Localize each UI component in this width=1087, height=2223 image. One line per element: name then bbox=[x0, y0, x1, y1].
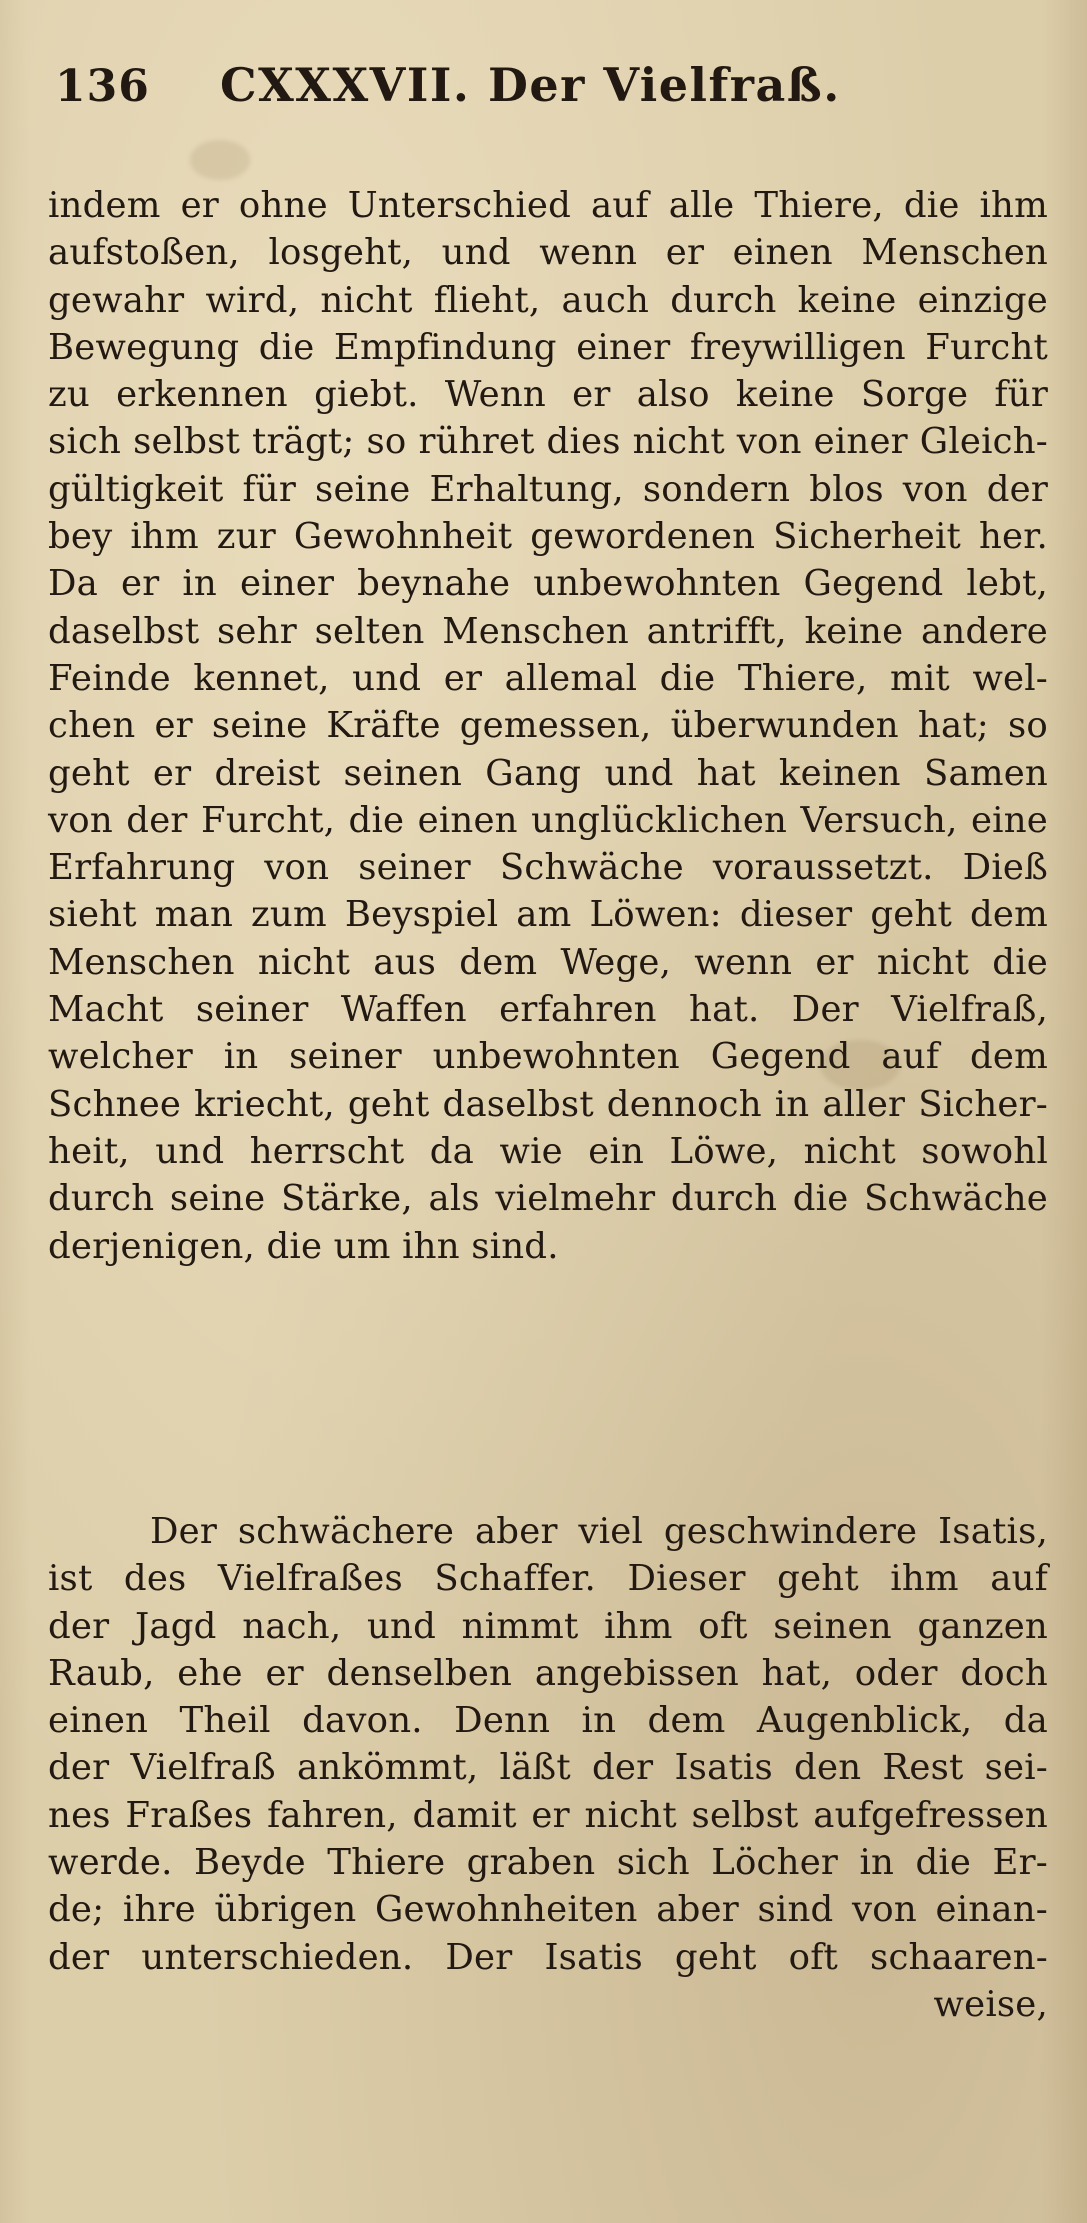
text-line: Menschen nicht aus dem Wege, wenn er nicht die bbox=[48, 941, 1048, 983]
text-line: geht er dreist seinen Gang und hat keinen Samen bbox=[48, 752, 1048, 794]
text-line: nes Fraßes fahren, damit er nicht selbst aufgefressen bbox=[48, 1794, 1048, 1836]
text-line: Feinde kennet, und er allemal die Thiere, mit wel- bbox=[48, 657, 1048, 699]
text-line: sich selbst trägt; so rühret dies nicht von einer Gleich- bbox=[48, 421, 1048, 463]
text-line: indem er ohne Unterschied auf alle Thiere, die ihm bbox=[48, 185, 1048, 226]
text-line: einen Theil davon. Denn in dem Augenblick, da bbox=[48, 1700, 1048, 1742]
text-line: de; ihre übrigen Gewohnheiten aber sind von einan- bbox=[48, 1889, 1048, 1931]
text-line: von der Furcht, die einen unglücklichen Versuch, eine bbox=[48, 799, 1048, 841]
text-line: durch seine Stärke, als vielmehr durch die Schwäche bbox=[48, 1178, 1048, 1220]
page-header bbox=[55, 58, 1027, 128]
text-line: gültigkeit für seine Erhaltung, sondern blos von der bbox=[48, 468, 1048, 510]
text-line: heit, und herrscht da wie ein Löwe, nicht sowohl bbox=[48, 1130, 1048, 1172]
text-line: Da er in einer beynahe unbewohnten Gegend lebt, bbox=[48, 563, 1048, 605]
text-line: derjenigen, die um ihn sind. bbox=[48, 1225, 559, 1267]
text-line: Raub, ehe er denselben angebissen hat, oder doch bbox=[48, 1652, 1048, 1694]
text-line: der Vielfraß ankömmt, läßt der Isatis den Rest sei- bbox=[48, 1747, 1048, 1789]
text-line: bey ihm zur Gewohnheit gewordenen Sicherheit her. bbox=[48, 516, 1048, 558]
text-line: zu erkennen giebt. Wenn er also keine Sorge für bbox=[48, 374, 1048, 416]
text-line: werde. Beyde Thiere graben sich Löcher in die Er- bbox=[48, 1842, 1048, 1884]
page-number: 136 bbox=[55, 61, 150, 112]
paper-stain bbox=[190, 140, 250, 180]
text-line: gewahr wird, nicht flieht, auch durch keine einzige bbox=[48, 279, 1048, 321]
text-line: Bewegung die Empfindung einer freywilligen Furcht bbox=[48, 326, 1048, 368]
text-line: der unterschieden. Der Isatis geht oft schaaren- bbox=[48, 1936, 1048, 1978]
text-line: welcher in seiner unbewohnten Gegend auf dem bbox=[48, 1036, 1048, 1078]
text-line: daselbst sehr selten Menschen antrifft, keine andere bbox=[48, 610, 1048, 652]
text-line: Macht seiner Waffen erfahren hat. Der Vielfraß, bbox=[48, 989, 1048, 1031]
text-line: der Jagd nach, und nimmt ihm oft seinen ganzen bbox=[48, 1605, 1048, 1647]
text-line: Erfahrung von seiner Schwäche voraussetzt. Dieß bbox=[48, 847, 1048, 889]
text-line: Schnee kriecht, geht daselbst dennoch in aller Sicher- bbox=[48, 1083, 1048, 1125]
text-line: sieht man zum Beyspiel am Löwen: dieser geht dem bbox=[48, 894, 1048, 936]
text-line: chen er seine Kräfte gemessen, überwunden hat; so bbox=[48, 705, 1048, 747]
paragraph-1 bbox=[48, 182, 1048, 1270]
text-line: ist des Vielfraßes Schaffer. Dieser geht ihm auf bbox=[48, 1558, 1048, 1600]
text-line: aufstoßen, losgeht, und wenn er einen Menschen bbox=[48, 232, 1048, 274]
text-line: Der schwächere aber viel geschwindere Isatis, bbox=[150, 1511, 1048, 1552]
paragraph-2 bbox=[48, 1508, 1048, 2028]
running-title: CXXXVII. Der Vielfraß. bbox=[220, 58, 841, 112]
catchword: weise, bbox=[933, 1983, 1048, 2025]
